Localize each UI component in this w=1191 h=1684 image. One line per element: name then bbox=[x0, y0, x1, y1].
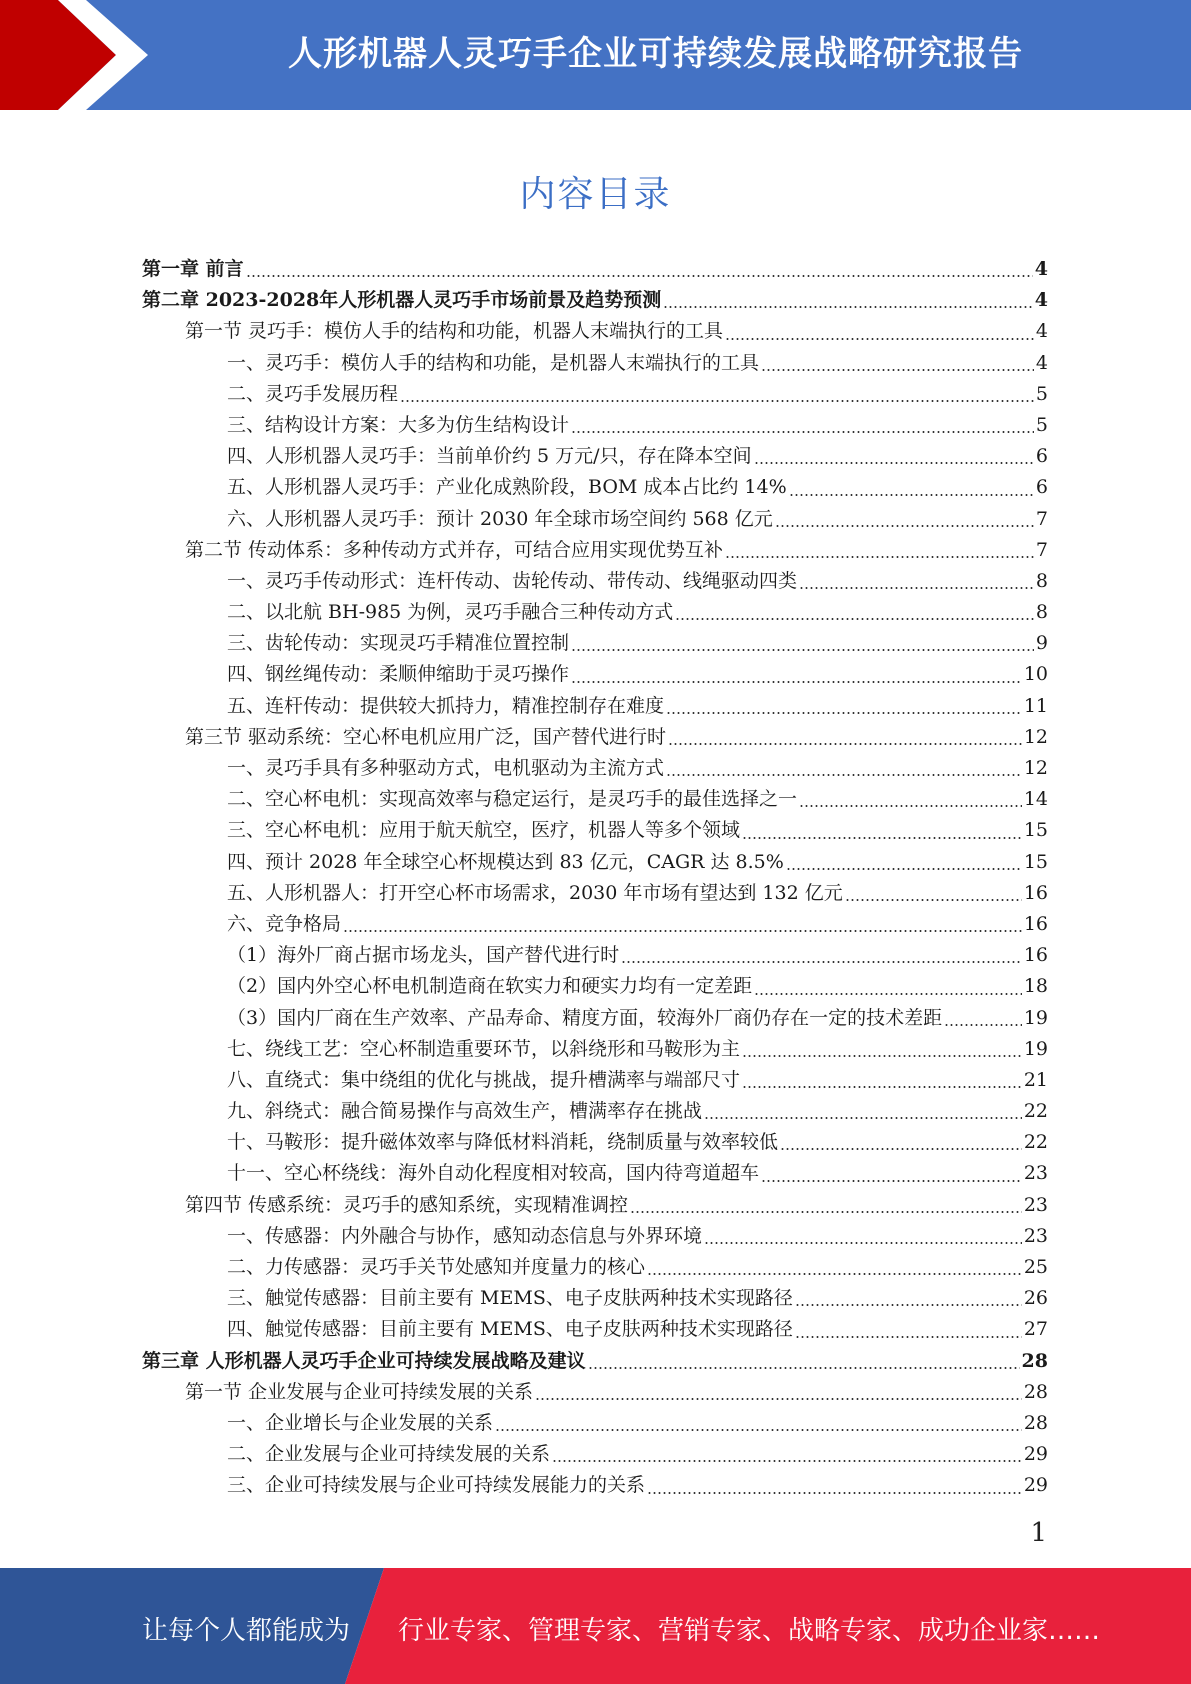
toc-entry-page: 7 bbox=[1035, 538, 1048, 561]
dot-leader bbox=[754, 462, 1034, 464]
dot-leader bbox=[343, 930, 1022, 932]
toc-entry-title: 第三节 驱动系统：空心杯电机应用广泛，国产替代进行时 bbox=[185, 725, 667, 748]
toc-entry-title: 一、灵巧手：模仿人手的结构和功能，是机器人末端执行的工具 bbox=[227, 351, 760, 374]
toc-entry-page: 6 bbox=[1035, 445, 1048, 468]
toc-entry[interactable] bbox=[142, 1003, 1048, 1034]
dot-leader bbox=[761, 369, 1034, 371]
toc-entry[interactable] bbox=[142, 1283, 1048, 1314]
dot-leader bbox=[725, 338, 1034, 340]
table-of-contents bbox=[142, 254, 1048, 1502]
dot-leader bbox=[535, 1398, 1022, 1400]
toc-entry-title: 二、力传感器：灵巧手关节处感知并度量力的核心 bbox=[227, 1256, 646, 1278]
toc-entry-page: 18 bbox=[1023, 975, 1048, 998]
toc-entry-title: 一、灵巧手传动形式：连杆传动、齿轮传动、带传动、线绳驱动四类 bbox=[227, 569, 798, 592]
toc-entry-page: 15 bbox=[1023, 850, 1048, 873]
footer-banner bbox=[0, 1568, 1191, 1684]
dot-leader bbox=[400, 400, 1034, 402]
toc-entry-page: 21 bbox=[1023, 1068, 1048, 1091]
toc-entry[interactable] bbox=[142, 815, 1048, 846]
toc-entry[interactable] bbox=[142, 1252, 1048, 1283]
toc-entry-page: 16 bbox=[1023, 881, 1048, 904]
toc-entry-page: 19 bbox=[1023, 1006, 1048, 1029]
toc-entry-page: 4 bbox=[1035, 351, 1048, 374]
footer-tagline: 行业专家、管理专家、营销专家、战略专家、成功企业家…… bbox=[398, 1616, 1101, 1646]
dot-leader bbox=[663, 306, 1033, 308]
toc-entry-page: 22 bbox=[1023, 1100, 1048, 1123]
toc-entry-title: 二、以北航 BH-985 为例，灵巧手融合三种传动方式 bbox=[227, 601, 674, 624]
toc-entry-title: 四、人形机器人灵巧手：当前单价约 5 万元/只，存在降本空间 bbox=[227, 445, 752, 468]
toc-entry[interactable] bbox=[142, 691, 1048, 722]
dot-leader bbox=[761, 1180, 1022, 1182]
toc-entry-page: 8 bbox=[1035, 601, 1048, 624]
toc-entry[interactable] bbox=[142, 909, 1048, 940]
toc-entry-page: 28 bbox=[1021, 1349, 1048, 1372]
dot-leader bbox=[647, 1492, 1022, 1494]
toc-entry-title: （3）国内厂商在生产效率、产品寿命、精度方面，较海外厂商仍存在一定的技术差距 bbox=[227, 1006, 943, 1029]
header-banner bbox=[0, 0, 1191, 110]
dot-leader bbox=[704, 1242, 1022, 1244]
toc-entry[interactable] bbox=[142, 379, 1048, 410]
dot-leader bbox=[795, 1336, 1022, 1338]
toc-entry-page: 10 bbox=[1023, 663, 1048, 686]
toc-entry-title: 第一节 企业发展与企业可持续发展的关系 bbox=[185, 1380, 534, 1403]
dot-leader bbox=[754, 993, 1022, 995]
toc-entry[interactable] bbox=[142, 504, 1048, 535]
toc-entry[interactable] bbox=[142, 1439, 1048, 1470]
toc-entry-page: 4 bbox=[1035, 320, 1048, 343]
dot-leader bbox=[647, 1273, 1022, 1275]
toc-entry[interactable] bbox=[142, 878, 1048, 909]
toc-entry[interactable] bbox=[142, 1314, 1048, 1345]
toc-entry-title: 一、企业增长与企业发展的关系 bbox=[227, 1411, 494, 1434]
toc-entry-title: 第三章 人形机器人灵巧手企业可持续发展战略及建议 bbox=[142, 1349, 586, 1372]
toc-entry[interactable] bbox=[142, 535, 1048, 566]
toc-entry[interactable] bbox=[142, 1221, 1048, 1252]
dot-leader bbox=[780, 1148, 1022, 1150]
toc-entry-page: 4 bbox=[1034, 258, 1048, 280]
toc-entry[interactable] bbox=[142, 628, 1048, 659]
toc-entry[interactable] bbox=[142, 847, 1048, 878]
toc-entry-page: 23 bbox=[1023, 1162, 1048, 1185]
dot-leader bbox=[775, 525, 1034, 527]
dot-leader bbox=[799, 805, 1022, 807]
footer-lead-text: 让每个人都能成为 bbox=[142, 1616, 351, 1646]
toc-entry[interactable] bbox=[142, 1065, 1048, 1096]
toc-entry[interactable] bbox=[142, 285, 1048, 316]
toc-entry-page: 16 bbox=[1023, 912, 1048, 935]
dot-leader bbox=[786, 868, 1022, 870]
dot-leader bbox=[704, 1117, 1022, 1119]
dot-leader bbox=[495, 1429, 1022, 1431]
toc-entry-title: （2）国内外空心杯电机制造商在软实力和硬实力均有一定差距 bbox=[227, 975, 753, 998]
toc-entry[interactable] bbox=[142, 1096, 1048, 1127]
toc-entry-title: 五、连杆传动：提供较大抓持力，精准控制存在难度 bbox=[227, 694, 665, 717]
toc-entry[interactable] bbox=[142, 1158, 1048, 1189]
toc-entry[interactable] bbox=[142, 722, 1048, 753]
toc-entry-page: 22 bbox=[1023, 1131, 1048, 1154]
toc-heading: 内容目录 bbox=[519, 174, 672, 215]
page-number: 1 bbox=[1030, 1518, 1047, 1548]
dot-leader bbox=[675, 618, 1034, 620]
dot-leader bbox=[742, 1055, 1022, 1057]
dot-leader bbox=[666, 774, 1022, 776]
toc-entry-title: 八、直绕式：集中绕组的优化与挑战，提升槽满率与端部尺寸 bbox=[227, 1068, 741, 1091]
toc-entry-title: 五、人形机器人灵巧手：产业化成熟阶段，BOM 成本占比约 14% bbox=[227, 476, 787, 499]
toc-entry-page: 26 bbox=[1023, 1287, 1048, 1310]
toc-entry-page: 12 bbox=[1023, 757, 1048, 779]
toc-entry-title: 四、钢丝绳传动：柔顺伸缩助于灵巧操作 bbox=[227, 663, 570, 686]
dot-leader bbox=[725, 556, 1034, 558]
toc-entry-page: 23 bbox=[1023, 1193, 1048, 1216]
dot-leader bbox=[571, 649, 1034, 651]
toc-entry-title: 七、绕线工艺：空心杯制造重要环节，以斜绕形和马鞍形为主 bbox=[227, 1037, 741, 1060]
toc-entry[interactable] bbox=[142, 1190, 1048, 1221]
toc-entry[interactable] bbox=[142, 566, 1048, 597]
toc-entry-page: 11 bbox=[1023, 694, 1048, 717]
toc-entry-title: 二、灵巧手发展历程 bbox=[227, 382, 399, 405]
dot-leader bbox=[845, 899, 1022, 901]
dot-leader bbox=[588, 1367, 1020, 1369]
toc-entry-page: 4 bbox=[1034, 289, 1048, 312]
toc-entry-title: 十一、空心杯绕线：海外自动化程度相对较高，国内待弯道超车 bbox=[227, 1162, 760, 1185]
dot-leader bbox=[944, 1024, 1022, 1026]
toc-entry-title: 第一节 灵巧手：模仿人手的结构和功能，机器人末端执行的工具 bbox=[185, 320, 724, 343]
toc-entry-title: 二、企业发展与企业可持续发展的关系 bbox=[227, 1443, 551, 1466]
dot-leader bbox=[552, 1460, 1022, 1462]
toc-entry-page: 5 bbox=[1035, 382, 1048, 405]
toc-entry[interactable] bbox=[142, 784, 1048, 815]
toc-entry[interactable] bbox=[142, 940, 1048, 971]
toc-entry-page: 29 bbox=[1023, 1474, 1048, 1497]
toc-entry-page: 28 bbox=[1023, 1411, 1048, 1434]
toc-entry-title: 十、马鞍形：提升磁体效率与降低材料消耗，绕制质量与效率较低 bbox=[227, 1131, 779, 1154]
dot-leader bbox=[571, 431, 1034, 433]
toc-entry[interactable] bbox=[142, 1470, 1048, 1501]
toc-entry-title: 第二节 传动体系：多种传动方式并存，可结合应用实现优势互补 bbox=[185, 538, 724, 561]
toc-entry-title: 一、传感器：内外融合与协作，感知动态信息与外界环境 bbox=[227, 1224, 703, 1247]
toc-entry-page: 23 bbox=[1023, 1224, 1048, 1247]
toc-entry[interactable] bbox=[142, 753, 1048, 784]
toc-entry[interactable] bbox=[142, 316, 1048, 347]
dot-leader bbox=[666, 712, 1022, 714]
toc-entry-title: 三、结构设计方案：大多为仿生结构设计 bbox=[227, 413, 570, 436]
dot-leader bbox=[742, 837, 1022, 839]
toc-entry-page: 7 bbox=[1035, 507, 1048, 530]
toc-entry-title: 三、触觉传感器：目前主要有 MEMS、电子皮肤两种技术实现路径 bbox=[227, 1287, 793, 1310]
toc-entry-title: 九、斜绕式：融合简易操作与高效生产，槽满率存在挑战 bbox=[227, 1100, 703, 1123]
toc-entry-title: 三、企业可持续发展与企业可持续发展能力的关系 bbox=[227, 1474, 646, 1497]
toc-entry-page: 12 bbox=[1023, 725, 1048, 748]
toc-entry-page: 9 bbox=[1035, 632, 1048, 655]
dot-leader bbox=[799, 587, 1034, 589]
toc-entry[interactable] bbox=[142, 410, 1048, 441]
toc-entry[interactable] bbox=[142, 441, 1048, 472]
toc-entry-page: 19 bbox=[1023, 1037, 1048, 1060]
toc-entry-title: 六、竞争格局 bbox=[227, 912, 342, 935]
toc-entry-page: 16 bbox=[1023, 944, 1048, 967]
toc-entry-title: 四、预计 2028 年全球空心杯规模达到 83 亿元，CAGR 达 8.5% bbox=[227, 850, 784, 873]
toc-entry-title: 三、齿轮传动：实现灵巧手精准位置控制 bbox=[227, 632, 570, 655]
toc-entry-title: 三、空心杯电机：应用于航天航空，医疗，机器人等多个领域 bbox=[227, 819, 741, 842]
toc-entry-page: 29 bbox=[1023, 1443, 1048, 1466]
toc-entry-page: 15 bbox=[1023, 819, 1048, 842]
toc-entry-page: 28 bbox=[1023, 1380, 1048, 1403]
toc-entry[interactable] bbox=[142, 1034, 1048, 1065]
toc-entry[interactable] bbox=[142, 348, 1048, 379]
toc-entry-title: 一、灵巧手具有多种驱动方式，电机驱动为主流方式 bbox=[227, 757, 665, 779]
toc-entry-page: 27 bbox=[1023, 1318, 1048, 1341]
toc-entry-page: 6 bbox=[1035, 476, 1048, 499]
toc-entry[interactable] bbox=[142, 254, 1048, 285]
toc-entry-title: 六、人形机器人灵巧手：预计 2030 年全球市场空间约 568 亿元 bbox=[227, 507, 773, 530]
dot-leader bbox=[795, 1304, 1022, 1306]
toc-entry-title: 四、触觉传感器：目前主要有 MEMS、电子皮肤两种技术实现路径 bbox=[227, 1318, 793, 1341]
toc-entry[interactable] bbox=[142, 971, 1048, 1002]
toc-entry[interactable] bbox=[142, 659, 1048, 690]
toc-entry[interactable] bbox=[142, 1346, 1048, 1377]
toc-entry[interactable] bbox=[142, 1127, 1048, 1158]
dot-leader bbox=[789, 494, 1034, 496]
toc-entry-page: 5 bbox=[1035, 413, 1048, 436]
toc-entry-page: 25 bbox=[1023, 1256, 1048, 1278]
dot-leader bbox=[571, 681, 1022, 683]
toc-entry-title: 五、人形机器人：打开空心杯市场需求，2030 年市场有望达到 132 亿元 bbox=[227, 881, 843, 904]
toc-entry[interactable] bbox=[142, 472, 1048, 503]
dot-leader bbox=[742, 1086, 1022, 1088]
toc-entry[interactable] bbox=[142, 1408, 1048, 1439]
dot-leader bbox=[668, 743, 1022, 745]
dot-leader bbox=[621, 961, 1022, 963]
dot-leader bbox=[246, 275, 1033, 277]
toc-entry-title: 第一章 前言 bbox=[142, 258, 244, 280]
toc-entry-page: 8 bbox=[1035, 569, 1048, 592]
toc-entry[interactable] bbox=[142, 1377, 1048, 1408]
toc-entry-title: 第二章 2023-2028年人形机器人灵巧手市场前景及趋势预测 bbox=[142, 289, 662, 312]
toc-entry[interactable] bbox=[142, 597, 1048, 628]
report-title: 人形机器人灵巧手企业可持续发展战略研究报告 bbox=[288, 34, 1023, 74]
toc-entry-title: （1）海外厂商占据市场龙头，国产替代进行时 bbox=[227, 944, 620, 967]
toc-entry-title: 第四节 传感系统：灵巧手的感知系统，实现精准调控 bbox=[185, 1193, 629, 1216]
dot-leader bbox=[630, 1211, 1022, 1213]
toc-entry-page: 14 bbox=[1023, 788, 1048, 811]
toc-entry-title: 二、空心杯电机：实现高效率与稳定运行，是灵巧手的最佳选择之一 bbox=[227, 788, 798, 811]
